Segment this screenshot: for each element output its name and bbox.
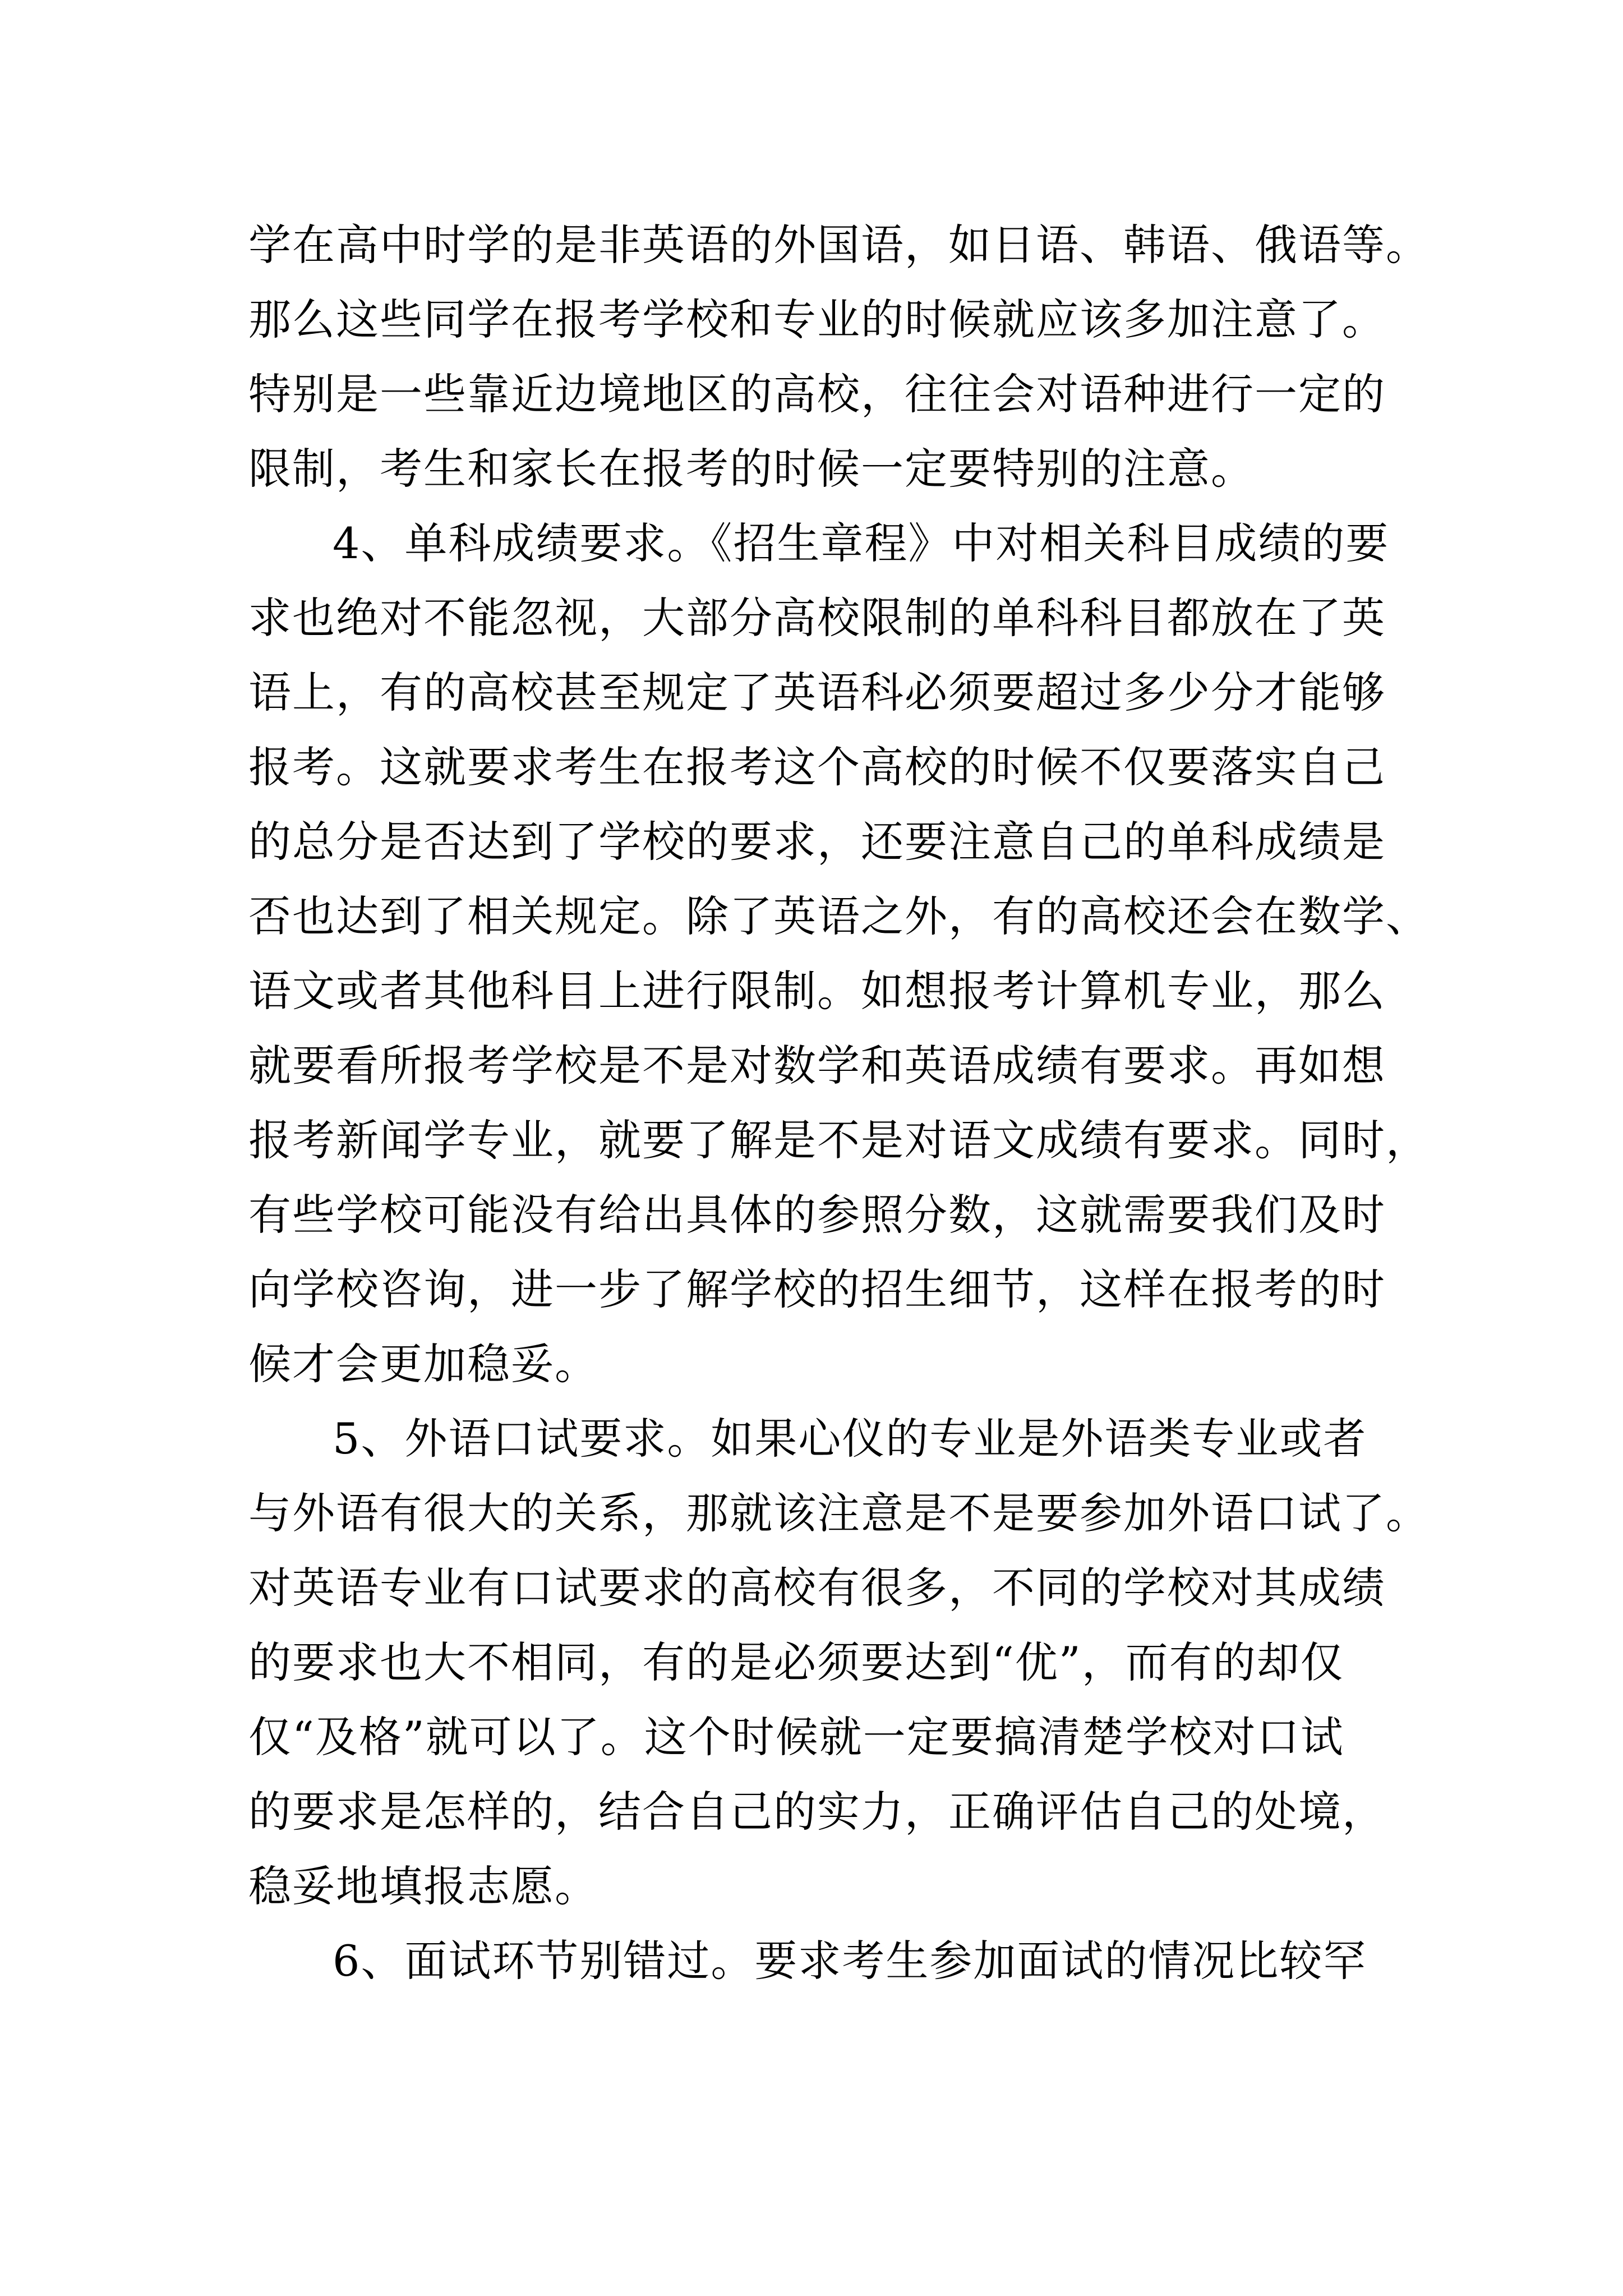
text-line: 仅“及格”就可以了。这个时候就一定要搞清楚学校对口试 xyxy=(248,1712,1344,1762)
text-line: 否也达到了相关规定。除了英语之外，有的高校还会在数学、 xyxy=(248,891,1430,941)
text-line: 有些学校可能没有给出具体的参照分数，这就需要我们及时 xyxy=(248,1190,1386,1240)
text-line: 报考新闻学专业，就要了解是不是对语文成绩有要求。同时， xyxy=(248,1115,1430,1165)
text-line: 与外语有很大的关系，那就该注意是不是要参加外语口试了。 xyxy=(248,1488,1430,1538)
text-line: 语文或者其他科目上进行限制。如想报考计算机专业，那么 xyxy=(248,966,1386,1016)
paragraph-start-line: 6、面试环节别错过。要求考生参加面试的情况比较罕 xyxy=(333,1936,1367,1986)
text-line: 求也绝对不能忽视，大部分高校限制的单科科目都放在了英 xyxy=(248,593,1386,643)
text-line: 的要求也大不相同，有的是必须要达到“优”，而有的却仅 xyxy=(248,1637,1344,1687)
text-line: 学在高中时学的是非英语的外国语，如日语、韩语、俄语等。 xyxy=(248,220,1430,270)
text-line: 报考。这就要求考生在报考这个高校的时候不仅要落实自己 xyxy=(248,742,1386,792)
text-line: 的要求是怎样的，结合自己的实力，正确评估自己的处境， xyxy=(248,1787,1386,1837)
text-line: 候才会更加稳妥。 xyxy=(248,1339,598,1389)
text-line: 稳妥地填报志愿。 xyxy=(248,1861,598,1911)
text-line: 那么这些同学在报考学校和专业的时候就应该多加注意了。 xyxy=(248,295,1386,344)
body-text xyxy=(248,208,1430,1998)
text-line: 就要看所报考学校是不是对数学和英语成绩有要求。再如想 xyxy=(248,1041,1386,1091)
text-line: 限制，考生和家长在报考的时候一定要特别的注意。 xyxy=(248,444,1255,494)
text-line: 向学校咨询，进一步了解学校的招生细节，这样在报考的时 xyxy=(248,1264,1386,1314)
paragraph-start-line: 5、外语口试要求。如果心仪的专业是外语类专业或者 xyxy=(333,1414,1367,1464)
text-line: 的总分是否达到了学校的要求，还要注意自己的单科成绩是 xyxy=(248,817,1386,867)
paragraph-start-line: 4、单科成绩要求。《招生章程》中对相关科目成绩的要 xyxy=(333,518,1390,568)
text-line: 对英语专业有口试要求的高校有很多，不同的学校对其成绩 xyxy=(248,1563,1386,1613)
text-line: 特别是一些靠近边境地区的高校，往往会对语种进行一定的 xyxy=(248,369,1386,419)
text-line: 语上，有的高校甚至规定了英语科必须要超过多少分才能够 xyxy=(248,668,1386,717)
